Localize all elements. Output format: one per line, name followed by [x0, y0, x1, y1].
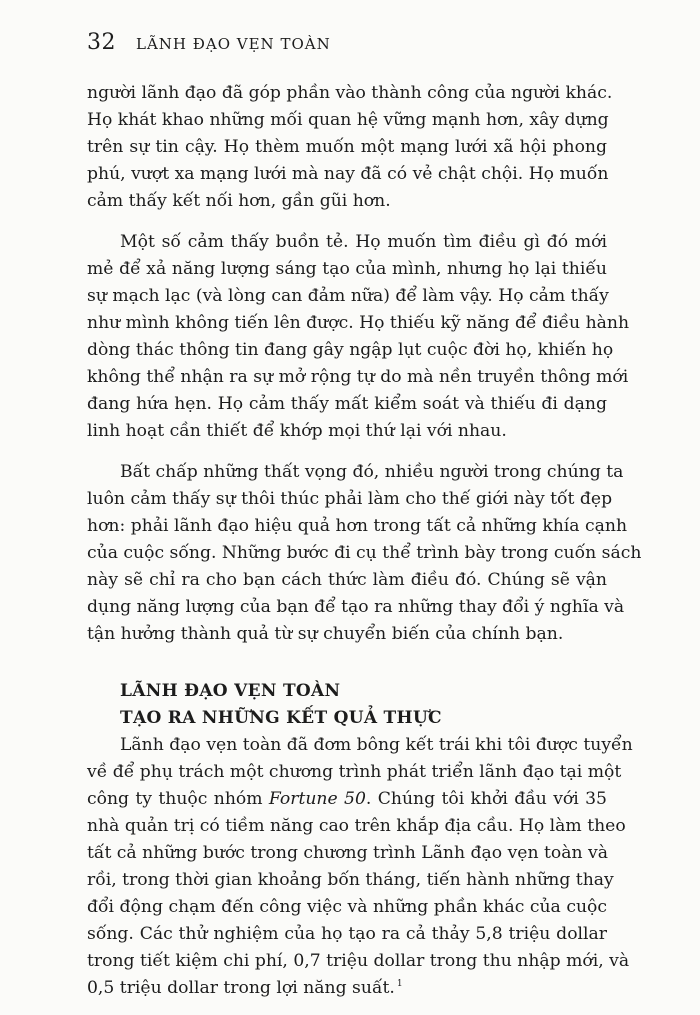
section-heading-line: TẠO RA NHỮNG KẾT QUẢ THỰC [120, 708, 442, 728]
page-body [87, 80, 642, 1002]
paragraph-4 [87, 732, 633, 1002]
text-run: công ty thuộc nhóm [87, 789, 269, 809]
text-line: mẻ để xả năng lượng sáng tạo của mình, nhưng họ lại thiếu [87, 259, 607, 279]
paragraph-3 [87, 459, 642, 648]
text-line: luôn cảm thấy sự thôi thúc phải làm cho thế giới này tốt đẹp [87, 489, 613, 509]
text-line: của cuộc sống. Những bước đi cụ thể trình bày trong cuốn sách [87, 543, 642, 563]
text-line: về để phụ trách một chương trình phát triển lãnh đạo tại một [87, 762, 622, 782]
text-line: cảm thấy kết nối hơn, gần gũi hơn. [87, 191, 391, 211]
text-line: Họ khát khao những mối quan hệ vững mạnh hơn, xây dựng [87, 110, 609, 130]
section-heading-line: LÃNH ĐẠO VẸN TOÀN [120, 681, 341, 701]
text-line: Một số cảm thấy buồn tẻ. Họ muốn tìm điều gì đó mới [120, 232, 607, 252]
text-line: dụng năng lượng của bạn để tạo ra những thay đổi ý nghĩa và [87, 597, 625, 617]
publication-name: Fortune 50 [268, 789, 366, 809]
section-heading [87, 678, 607, 732]
text-line: trong tiết kiệm chi phí, 0,7 triệu dollar trong thu nhập mới, và [87, 951, 630, 971]
page-header [87, 30, 331, 62]
paragraph-1 [87, 80, 613, 215]
text-line: Lãnh đạo vẹn toàn đã đơm bông kết trái khi tôi được tuyển [120, 735, 633, 755]
text-run: 0,5 triệu dollar trong lợi năng suất. [87, 978, 395, 998]
text-line: người lãnh đạo đã góp phần vào thành công của người khác. [87, 83, 613, 103]
text-line: này sẽ chỉ ra cho bạn cách thức làm điều đó. Chúng sẽ vận [87, 570, 607, 590]
text-run: . Chúng tôi khởi đầu với 35 [365, 789, 607, 809]
text-line: như mình không tiến lên được. Họ thiếu kỹ năng để điều hành [87, 313, 630, 333]
running-title: LÃNH ĐẠO VẸN TOÀN [136, 35, 331, 53]
paragraph-2 [87, 229, 630, 445]
text-line: sống. Các thử nghiệm của họ tạo ra cả thảy 5,8 triệu dollar [87, 924, 607, 944]
text-line: phú, vượt xa mạng lưới mà nay đã có vẻ chật chội. Họ muốn [87, 164, 609, 184]
text-line: nhà quản trị có tiềm năng cao trên khắp địa cầu. Họ làm theo [87, 816, 626, 836]
text-line: đổi động chạm đến công việc và những phần khác của cuộc [87, 897, 607, 917]
text-line: không thể nhận ra sự mở rộng tự do mà nền truyền thông mới [87, 367, 629, 387]
text-line: đang hứa hẹn. Họ cảm thấy mất kiểm soát và thiếu đi dạng [87, 394, 607, 414]
page-number: 32 [87, 30, 116, 55]
text-line: tận hưởng thành quả từ sự chuyển biến của chính bạn. [87, 624, 564, 644]
text-line: hơn: phải lãnh đạo hiệu quả hơn trong tất cả những khía cạnh [87, 516, 628, 536]
text-line: Bất chấp những thất vọng đó, nhiều người trong chúng ta [120, 462, 624, 482]
text-line [87, 786, 607, 813]
text-line: rồi, trong thời gian khoảng bốn tháng, tiến hành những thay [87, 870, 614, 890]
text-line: tất cả những bước trong chương trình Lãnh đạo vẹn toàn và [87, 843, 609, 863]
text-line: sự mạch lạc (và lòng can đảm nữa) để làm vậy. Họ cảm thấy [87, 286, 609, 306]
text-line [87, 975, 607, 1002]
text-line: trên sự tin cậy. Họ thèm muốn một mạng lưới xã hội phong [87, 137, 607, 157]
footnote-marker: 1 [396, 979, 403, 990]
text-line: dòng thác thông tin đang gây ngập lụt cuộc đời họ, khiến họ [87, 340, 614, 360]
text-line: linh hoạt cần thiết để khớp mọi thứ lại với nhau. [87, 421, 507, 441]
